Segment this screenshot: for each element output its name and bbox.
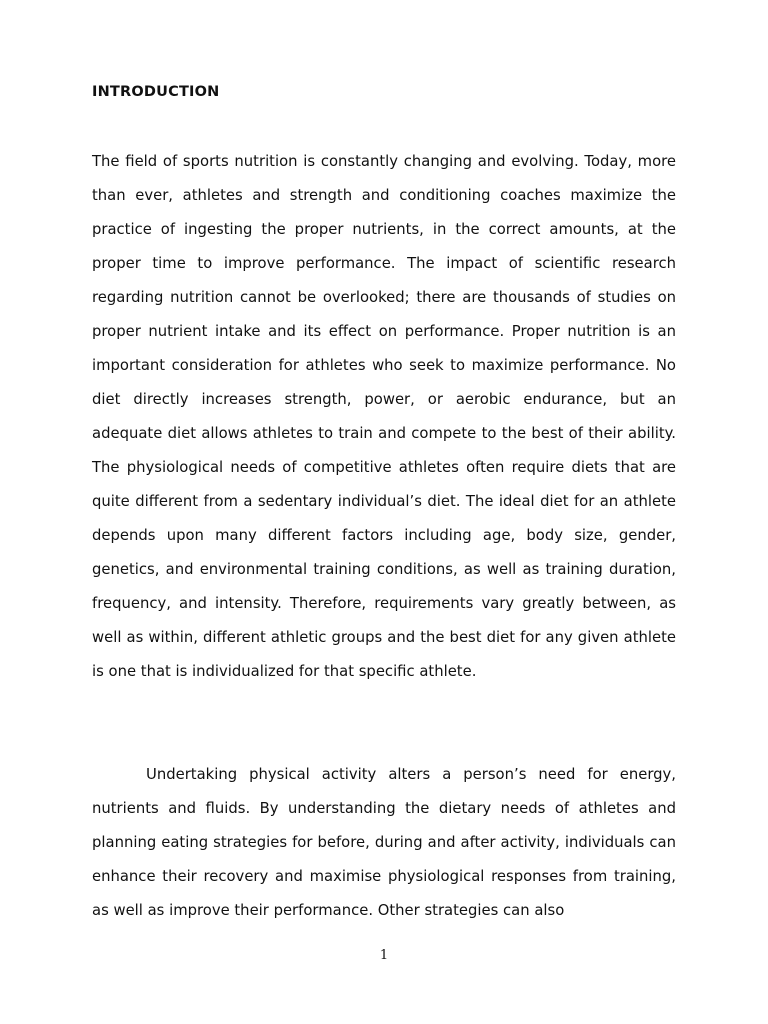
body-paragraph-2: Undertaking physical activity alters a person’s need for energy, nutrients and fluids. By understanding the dietary needs of athletes and planning eating strategies for before, during and after activity, individuals can enhance their recovery and maximise physiological responses from training, as well as improve their performance. Other strategies can also xyxy=(92,766,676,919)
body-paragraph-1: The field of sports nutrition is constantly changing and evolving. Today, more than ever, athletes and strength and conditioning coaches maximize the practice of ingesting the proper nutrients, in the correct amounts, at the proper time to improve performance. The impact of scientific research regarding nutrition cannot be overlooked; there are thousands of studies on proper nutrient intake and its effect on performance. Proper nutrition is an important consideration for athletes who seek to maximize performance. No diet directly increases strength, power, or aerobic endurance, but an adequate diet allows athletes to train and compete to the best of their ability. The physiological needs of competitive athletes often require diets that are quite different from a sedentary individual’s diet. The ideal diet for an athlete depends upon many different factors including age, body size, gender, genetics, and environmental training conditions, as well as training duration, frequency, and intensity. Therefore, requirements vary greatly between, as well as within, different athletic groups and the best diet for any given athlete is one that is individualized for that specific athlete. xyxy=(92,153,676,680)
page-number: 1 xyxy=(379,948,389,963)
section-heading: INTRODUCTION xyxy=(92,84,220,100)
